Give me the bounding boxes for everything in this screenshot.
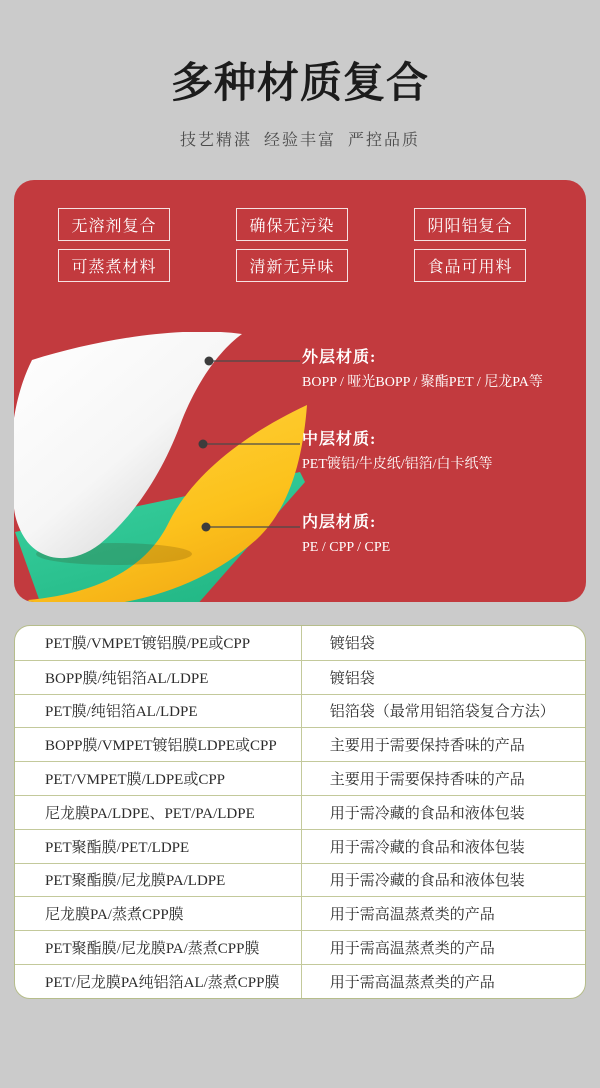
material-cell: PET膜/VMPET镀铝膜/PE或CPP [15,626,302,660]
badge-yinyang-aluminum: 阴阳铝复合 [414,208,526,241]
usage-cell: 用于需高温蒸煮类的产品 [329,941,495,958]
table-row [15,727,585,761]
usage-cell: 用于需冷藏的食品和液体包装 [329,839,525,856]
note-label: 中层材质: [302,431,377,448]
usage-cell: 主要用于需要保持香味的产品 [329,772,525,789]
material-cell: 尼龙膜PA/蒸煮CPP膜 [15,897,302,930]
page-subtitle: 技艺精湛 经验丰富 严控品质 [179,132,420,149]
usage-cell: 镀铝袋 [329,636,375,653]
usage-cell: 用于需高温蒸煮类的产品 [329,907,495,924]
note-materials: PET镀铝/牛皮纸/铝箔/白卡纸等 [302,457,493,472]
table-row [15,930,585,964]
table-row [15,829,585,863]
usage-cell: 用于需高温蒸煮类的产品 [329,974,495,991]
note-label: 内层材质: [302,514,377,531]
table-row [15,694,585,728]
note-inner-layer [302,511,572,561]
note-materials: BOPP / 哑光BOPP / 聚酯PET / 尼龙PA等 [302,375,543,390]
feature-card [14,180,586,602]
table-row [15,863,585,897]
usage-cell: 用于需冷藏的食品和液体包装 [329,873,525,890]
table-row [15,795,585,829]
leader-dot-icon [205,357,214,366]
leader-dot-icon [199,440,208,449]
badge-retortable: 可蒸煮材料 [58,249,170,282]
material-cell: PET膜/纯铝箔AL/LDPE [15,695,302,728]
badge-food-grade: 食品可用料 [414,249,526,282]
badge-no-pollution: 确保无污染 [236,208,348,241]
table-row [15,660,585,694]
leader-outer-layer [205,357,301,366]
material-cell: BOPP膜/VMPET镀铝膜LDPE或CPP [15,728,302,761]
material-cell: PET聚酯膜/尼龙膜PA/LDPE [15,864,302,897]
badge-no-odor: 清新无异味 [236,249,348,282]
note-label: 外层材质: [302,349,377,366]
note-outer-layer [302,346,572,396]
badge-grid [14,208,586,282]
material-cell: BOPP膜/纯铝箔AL/LDPE [15,661,302,694]
badge-row [58,208,526,241]
usage-cell: 铝箔袋（最常用铝箔袋复合方法） [329,704,555,721]
table-row [15,964,585,998]
usage-cell: 主要用于需要保持香味的产品 [329,738,525,755]
materials-table [14,625,586,999]
material-cell: PET/VMPET膜/LDPE或CPP [15,762,302,795]
usage-cell: 镀铝袋 [329,670,375,687]
note-middle-layer [302,428,572,478]
badge-row [58,249,526,282]
material-cell: PET聚酯膜/尼龙膜PA/蒸煮CPP膜 [15,931,302,964]
material-cell: 尼龙膜PA/LDPE、PET/PA/LDPE [15,796,302,829]
table-row [15,626,585,660]
table-row [15,761,585,795]
badge-solvent-free: 无溶剂复合 [58,208,170,241]
material-cell: PET/尼龙膜PA纯铝箔AL/蒸煮CPP膜 [15,965,302,998]
note-materials: PE / CPP / CPE [302,540,391,555]
usage-cell: 用于需冷藏的食品和液体包装 [329,805,525,822]
page-title: 多种材质复合 [170,61,429,107]
leader-dot-icon [202,523,211,532]
table-row [15,896,585,930]
material-cell: PET聚酯膜/PET/LDPE [15,830,302,863]
